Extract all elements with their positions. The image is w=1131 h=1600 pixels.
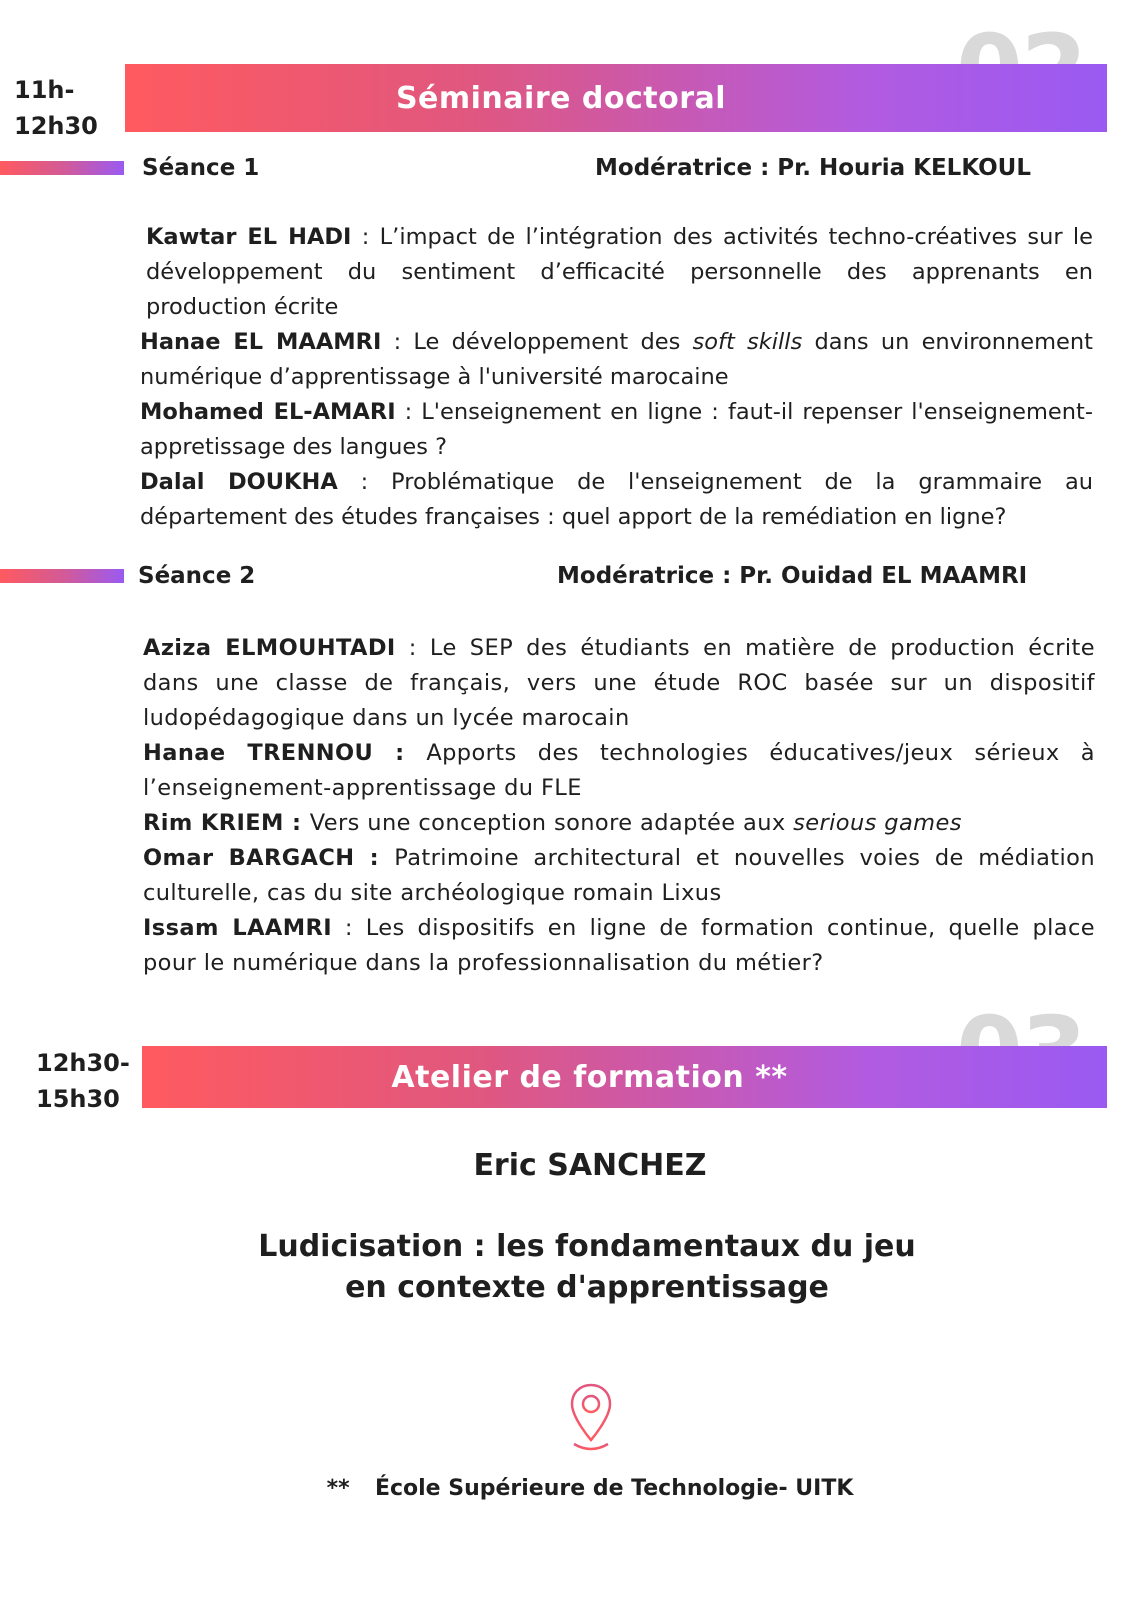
speaker-name: Mohamed EL-AMARI: [140, 399, 396, 425]
speaker-name: Dalal DOUKHA: [140, 469, 338, 495]
time-end: 15h30: [36, 1085, 120, 1113]
talk-item: Kawtar EL HADI : L’impact de l’intégration des activités techno-créatives sur le développement du sentiment d’efficacité personnelle des apprenants en production écrite: [146, 224, 1093, 320]
seminar-title: Séminaire doctoral: [395, 80, 727, 116]
talk-item: Aziza ELMOUHTADI : Le SEP des étudiants en matière de production écrite dans une classe de français, vers une étude ROC basée sur un dispositif ludopédagogique dans un lycée marocain: [143, 635, 1096, 731]
speaker-name: Kawtar EL HADI: [146, 224, 352, 250]
speaker-name: Omar BARGACH: [143, 845, 355, 871]
speaker-name: Hanae TRENNOU: [143, 740, 374, 766]
speaker-name: Aziza ELMOUHTADI: [143, 635, 396, 661]
workshop-title: [0, 1226, 1131, 1308]
time-start: 12h30-: [36, 1049, 130, 1077]
session-1-label: Séance 1: [142, 155, 260, 181]
talk-title: Patrimoine architectural et nouvelles voies de médiation culturelle, cas du site archéologique romain Lixus: [143, 845, 1096, 906]
talk-title: Problématique de l'enseignement de la grammaire au département des études françaises : quel apport de la remédiation en ligne?: [140, 469, 1093, 530]
session-2-moderator: Modératrice : Pr. Ouidad EL MAAMRI: [557, 563, 1028, 589]
workshop-title-line-2: en contexte d'apprentissage: [345, 1270, 829, 1305]
talk-item: Hanae TRENNOU : Apports des technologies éducatives/jeux sérieux à l’enseignement-apprentissage du FLE: [143, 740, 1095, 801]
seminar-banner: [125, 64, 1107, 132]
talk-item: Issam LAAMRI : Les dispositifs en ligne de formation continue, quelle place pour le numérique dans la professionnalisation du métier?: [143, 915, 1095, 976]
talk-title-emphasis: serious games: [793, 810, 962, 836]
location-line: [0, 1474, 1131, 1504]
talk-title-emphasis: soft skills: [692, 329, 803, 355]
location-pin-icon: [568, 1382, 614, 1456]
talk-item: Mohamed EL-AMARI : L'enseignement en ligne : faut-il repenser l'enseignement-appretissage des langues ?: [140, 399, 1093, 460]
time-range-1: [14, 72, 98, 144]
session-2-talks: [143, 631, 1095, 981]
talk-item: Dalal DOUKHA : Problématique de l'enseignement de la grammaire au département des études françaises : quel apport de la remédiation en ligne?: [140, 469, 1093, 530]
talk-title: Le SEP des étudiants en matière de production écrite dans une classe de français, vers une étude ROC basée sur un dispositif ludopédagogique dans un lycée marocain: [143, 635, 1096, 731]
time-range-2: [36, 1045, 130, 1117]
presenter-name: Eric SANCHEZ: [473, 1148, 707, 1183]
talk-title: Apports des technologies éducatives/jeux sérieux à l’enseignement-apprentissage du FLE: [143, 740, 1095, 801]
workshop-title-line-1: Ludicisation : les fondamentaux du jeu: [258, 1229, 916, 1264]
speaker-name: Rim KRIEM: [143, 810, 284, 836]
talk-item: Omar BARGACH : Patrimoine architectural et nouvelles voies de médiation culturelle, cas du site archéologique romain Lixus: [143, 845, 1096, 906]
workshop-banner-title: Atelier de formation **: [391, 1059, 788, 1095]
workshop-banner: [142, 1046, 1107, 1108]
session-1-talks: [140, 220, 1093, 535]
talk-title: L’impact de l’intégration des activités techno-créatives sur le développement du sentiment d’efficacité personnelle des apprenants en production écrite: [146, 224, 1093, 320]
session-2-label: Séance 2: [138, 563, 256, 589]
talk-item: Rim KRIEM : Vers une conception sonore adaptée aux serious games: [143, 810, 962, 836]
location-marker: **: [326, 1476, 350, 1501]
speaker-name: Issam LAAMRI: [143, 915, 332, 941]
session-1-moderator: Modératrice : Pr. Houria KELKOUL: [595, 155, 1031, 181]
talk-title: Vers une conception sonore adaptée aux: [309, 810, 794, 836]
session-2-bar: [0, 569, 124, 583]
talk-title: Les dispositifs en ligne de formation continue, quelle place pour le numérique dans la professionnalisation du métier?: [143, 915, 1095, 976]
speaker-name: Hanae EL MAAMRI: [140, 329, 382, 355]
time-start: 11h-: [14, 76, 75, 104]
time-end: 12h30: [14, 112, 98, 140]
session-1-bar: [0, 161, 124, 175]
location-name: École Supérieure de Technologie- UITK: [374, 1476, 854, 1501]
talk-item: Hanae EL MAAMRI : Le développement des soft skills dans un environnement numérique d’apprentissage à l'université marocaine: [140, 329, 1093, 390]
talk-title: L'enseignement en ligne : faut-il repenser l'enseignement-appretissage des langues ?: [140, 399, 1093, 460]
talk-title: Le développement des: [413, 329, 693, 355]
